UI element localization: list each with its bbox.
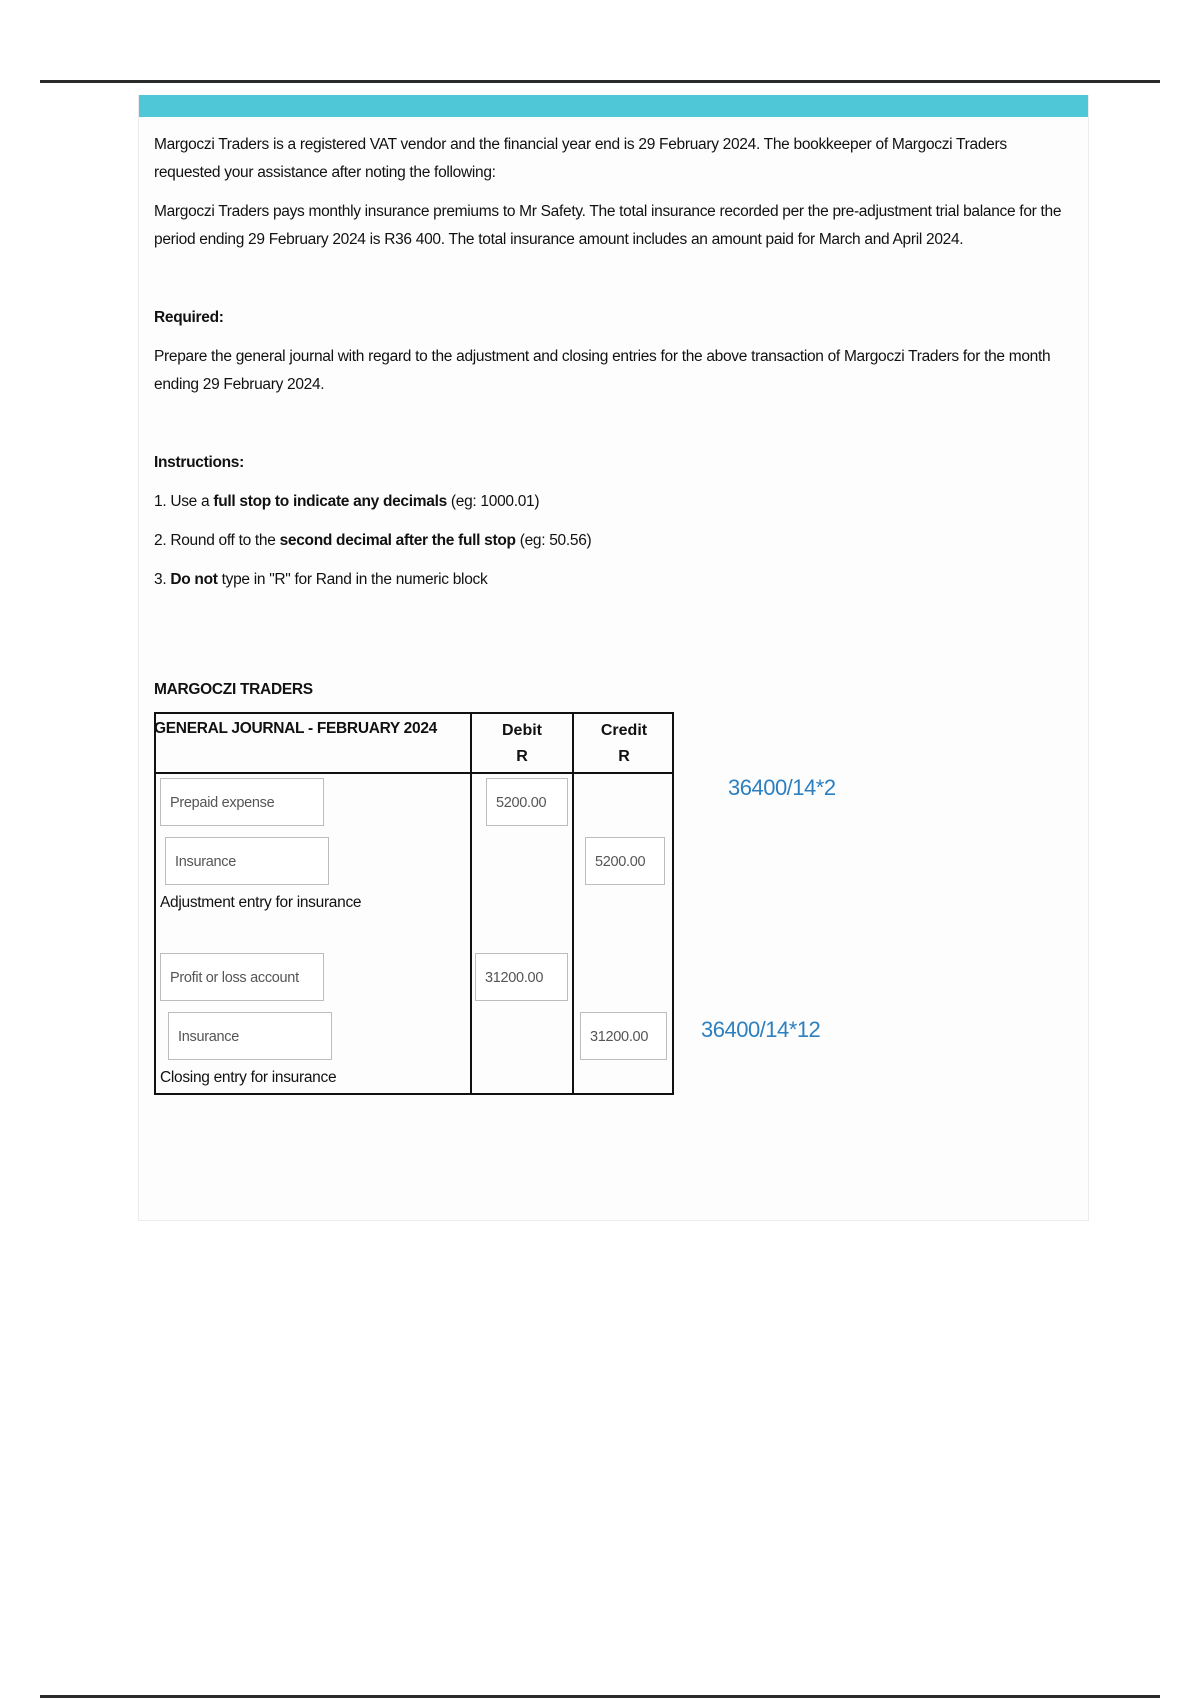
credit-currency: R xyxy=(618,748,630,765)
credit-header-label: Credit xyxy=(600,722,648,739)
credit-column-border xyxy=(572,714,574,1093)
instruction-2-pre: 2. Round off to the xyxy=(154,532,280,549)
instruction-1-pre: 1. Use a xyxy=(154,493,214,510)
scenario-text: Margoczi Traders pays monthly insurance premiums to Mr Safety. The total insurance recorded per the pre-adjustment trial balance for the period ending 29 February 2024 is R36 400. The total insurance amount includes an amount paid for March and April 2024. xyxy=(154,203,1062,248)
instruction-3-pre: 3. xyxy=(154,571,171,588)
journal-title: GENERAL JOURNAL - FEBRUARY 2024 xyxy=(154,720,437,737)
required-text: Prepare the general journal with regard to the adjustment and closing entries for the above transaction of Margoczi Traders for the month ending 29 February 2024. xyxy=(154,348,1051,393)
debit-header xyxy=(472,718,572,770)
instruction-3-bold: Do not xyxy=(170,571,218,588)
adjustment-narration: Adjustment entry for insurance xyxy=(160,894,362,911)
closing-narration: Closing entry for insurance xyxy=(160,1069,337,1086)
closing-debit-amount-field[interactable]: 31200.00 xyxy=(475,953,568,1001)
instruction-item-1 xyxy=(154,488,1068,516)
closing-credit-account-field[interactable]: Insurance xyxy=(168,1012,332,1060)
intro-text: Margoczi Traders is a registered VAT vendor and the financial year end is 29 February 2024. The bookkeeper of Margoczi Traders requested your assistance after noting the following: xyxy=(154,136,1007,181)
required-heading: Required: xyxy=(154,309,224,326)
top-rule xyxy=(40,80,1160,83)
adjustment-debit-amount-field[interactable]: 5200.00 xyxy=(486,778,568,826)
credit-header xyxy=(574,718,674,770)
closing-calculation-annotation: 36400/14*12 xyxy=(701,1017,821,1042)
adjustment-debit-account-field[interactable]: Prepaid expense xyxy=(160,778,324,826)
debit-currency: R xyxy=(516,748,528,765)
instruction-1-bold: full stop to indicate any decimals xyxy=(213,493,447,510)
adjustment-calculation-annotation: 36400/14*2 xyxy=(728,775,836,800)
header-separator xyxy=(156,772,672,774)
adjustment-credit-account-field[interactable]: Insurance xyxy=(165,837,329,885)
instruction-3-post: type in "R" for Rand in the numeric block xyxy=(217,571,488,588)
general-journal-table xyxy=(154,712,674,1095)
instruction-1-post: (eg: 1000.01) xyxy=(446,493,540,510)
instruction-2-bold: second decimal after the full stop xyxy=(279,532,516,549)
debit-column-border xyxy=(470,714,472,1093)
adjustment-credit-amount-field[interactable]: 5200.00 xyxy=(585,837,665,885)
instruction-item-2 xyxy=(154,527,1068,555)
bottom-rule xyxy=(40,1695,1160,1698)
instruction-item-3 xyxy=(154,566,1068,594)
closing-debit-account-field[interactable]: Profit or loss account xyxy=(160,953,324,1001)
closing-credit-amount-field[interactable]: 31200.00 xyxy=(580,1012,667,1060)
instruction-2-post: (eg: 50.56) xyxy=(515,532,592,549)
accent-bar xyxy=(139,95,1088,117)
instructions-heading: Instructions: xyxy=(154,454,244,471)
debit-header-label: Debit xyxy=(502,722,542,739)
company-name: MARGOCZI TRADERS xyxy=(154,681,313,698)
question-panel xyxy=(138,95,1089,1221)
question-content xyxy=(154,117,1068,743)
